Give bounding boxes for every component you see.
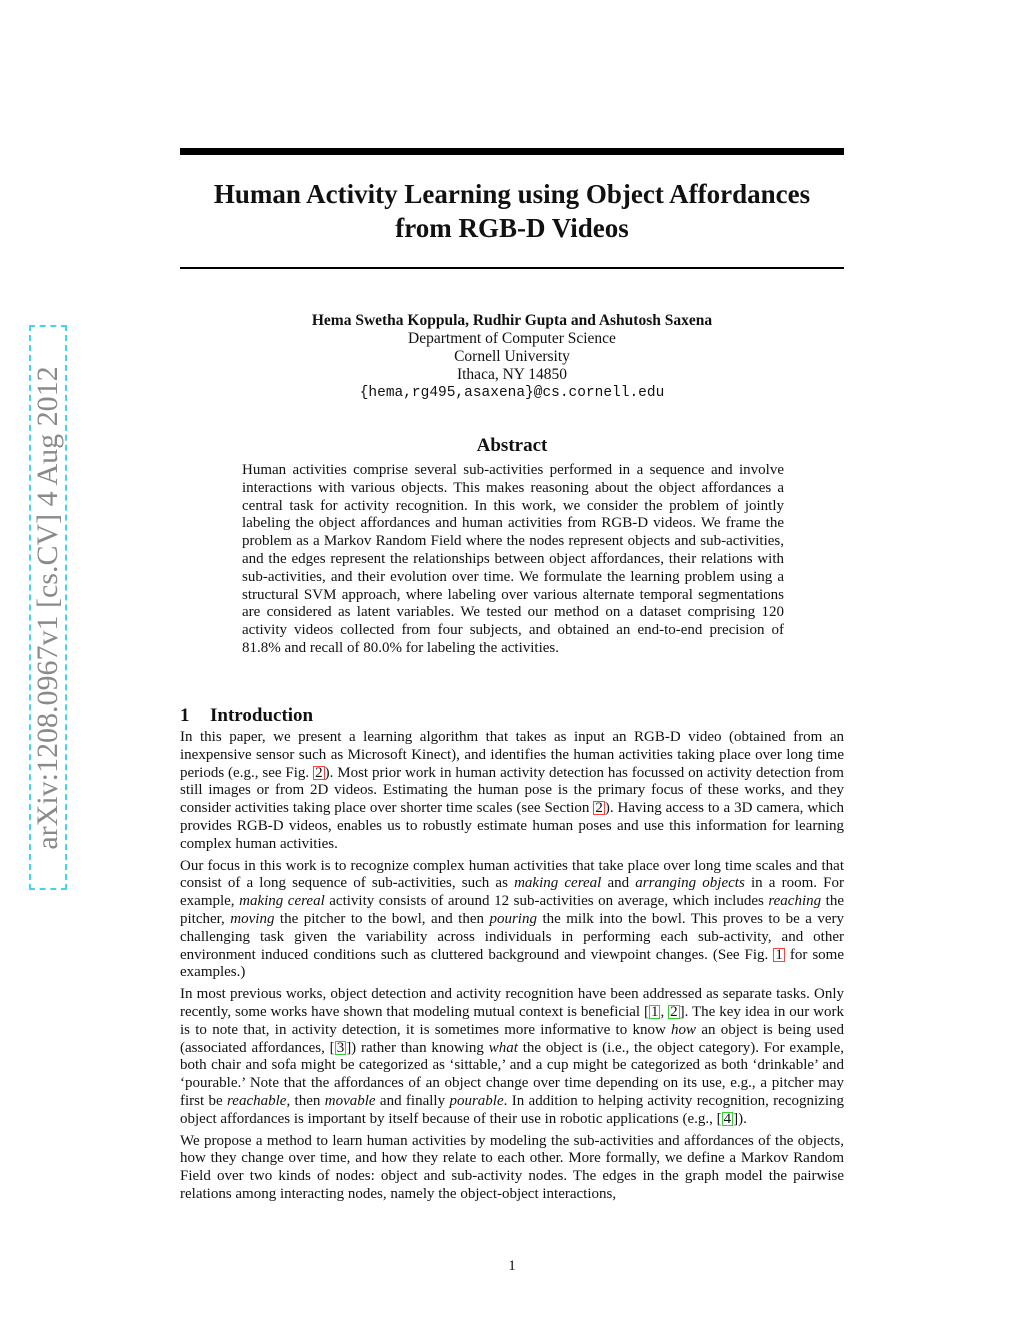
paragraph-2: Our focus in this work is to recognize complex human activities that take place over long time scales and that consist of a long sequence of sub-activities, such as making cereal and arranging objects in a room. For example, making cereal activity consists of around 12 sub-activities on average, which includes reaching the pitcher, moving the pitcher to the bowl, and then pouring the milk into the bowl. This proves to be a very challenging task given the variability across individuals in performing each sub-activity, and other environment induced conditions such as cluttered background and viewpoint changes. (See Fig. 1 for some examples.): [180, 857, 844, 981]
author-block: [180, 312, 844, 402]
section-number: 1: [180, 705, 190, 726]
author-location: Ithaca, NY 14850: [456, 366, 568, 383]
arxiv-identifier: arXiv:1208.0967v1 [cs.CV] 4 Aug 2012: [31, 365, 64, 850]
figure-link[interactable]: 2: [315, 764, 323, 781]
page-number: 1: [508, 1258, 516, 1274]
arxiv-stamp: [29, 325, 67, 890]
figure-link[interactable]: 1: [775, 946, 783, 963]
section-heading: [180, 705, 313, 727]
paper-title-line-2: from RGB-D Videos: [395, 213, 629, 243]
section-title-text: Introduction: [210, 705, 314, 726]
citation-link[interactable]: 4: [723, 1110, 732, 1127]
citation-link[interactable]: 1: [650, 1003, 659, 1020]
paper-title-line-1: Human Activity Learning using Object Affordances: [213, 179, 811, 209]
section-link[interactable]: 2: [595, 800, 603, 817]
paragraph-3: In most previous works, object detection and activity recognition have been addressed as separate tasks. Only recently, some works have shown that modeling mutual context is beneficial [ 1 , 2 ]. The key idea in our work is to note that, in activity detection, it is sometimes more informative to know how an object is being used (associated affordances, [ 3 ]) rather than knowing what the object is (i.e., the object category). For example, both chair and sofa might be categorized as ‘sittable,’ and a cup might be categorized as both ‘drinkable’ and ‘pourable.’ Note that the affordances of an object change over time depending on its use, e.g., a pitcher may first be reachable, then movable and finally pourable. In addition to helping activity recognition, recognizing object affordances is important by itself because of their use in robotic applications (e.g., [ 4 ]).: [180, 986, 845, 1127]
author-email: {hema,rg495,asaxena}@cs.cornell.edu: [359, 385, 665, 401]
paragraph-4: We propose a method to learn human activities by modeling the sub-activities and affordances of the objects, how they change over time, and how they relate to each other. More formally, we define a Markov Random Field over two kinds of nodes: object and sub-activity nodes. The edges in the graph model the pairwise relations among interacting nodes, namely the object-object interactions,: [180, 1132, 844, 1202]
abstract-heading: Abstract: [476, 435, 548, 456]
author-department: Department of Computer Science: [408, 330, 616, 347]
citation-link[interactable]: 2: [670, 1003, 678, 1020]
abstract-text: Human activities comprise several sub-activities performed in a sequence and involve interactions with various objects. This makes reasoning about the object affordances a central task for activity recognition. In this work, we consider the problem of jointly labeling the object affordances and human activities from RGB-D videos. We frame the problem as a Markov Random Field where the nodes represent objects and sub-activities, and the edges represent the relationships between object affordances, their relations with sub-activities, and their evolution over time. We formulate the learning problem using a structural SVM approach, where labeling over various alternate temporal segmentations are considered as latent variables. We tested our method on a dataset comprising 120 activity videos collected from four subjects, and obtained an end-to-end precision of 81.8% and recall of 80.0% for labeling the activities.: [242, 462, 784, 656]
title-top-rule: [180, 148, 844, 155]
author-university: Cornell University: [454, 348, 570, 365]
body-text: [180, 729, 844, 1208]
citation-link[interactable]: 3: [336, 1039, 345, 1056]
title-bottom-rule: [180, 267, 844, 269]
paper-title: [180, 177, 844, 245]
author-names: Hema Swetha Koppula, Rudhir Gupta and Ashutosh Saxena: [311, 312, 713, 329]
paragraph-1: In this paper, we present a learning algorithm that takes as input an RGB-D video (obtained from an inexpensive sensor such as Microsoft Kinect), and identifies the human activities taking place over long time periods (e.g., see Fig. 2 ). Most prior work in human activity detection has focussed on activity detection from still images or from 2D videos. Estimating the human pose is the primary focus of these works, and they consider activities taking place over shorter time scales (see Section 2 ). Having access to a 3D camera, which provides RGB-D videos, enables us to robustly estimate human poses and use this information for learning complex human activities.: [180, 729, 844, 852]
